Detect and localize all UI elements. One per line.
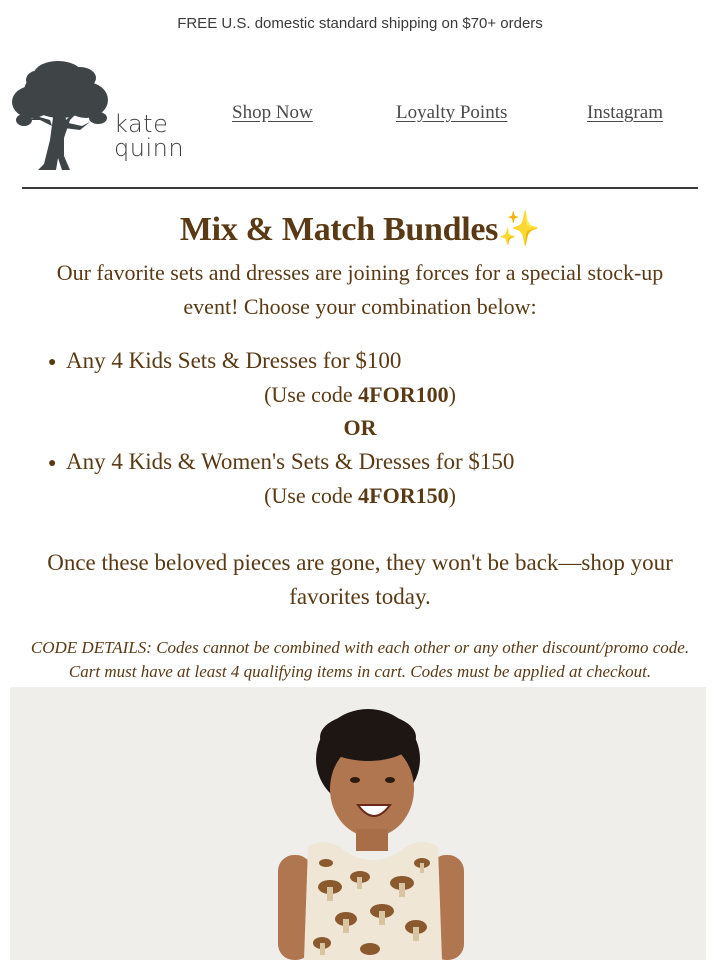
closing-text: Once these beloved pieces are gone, they won't be back—shop your favorites today. [47,550,673,609]
product-photo[interactable] [10,687,706,960]
offer-2-code-line [0,481,720,511]
sparkles-icon: ✨ [498,211,541,248]
brand-logo[interactable] [10,60,185,172]
brand-line-2: quinn [114,134,185,162]
offer-list [0,346,720,526]
tree-icon [10,60,110,172]
offer-1-code-line [0,380,720,410]
child-model-image [10,687,706,960]
page-title [0,210,720,250]
intro-text: Our favorite sets and dresses are joining forces for a special stock-up event! Choose your combination below: [56,260,664,319]
promo-code-4for150: 4FOR150 [358,483,449,508]
offer-item-1 [48,346,401,378]
code-suffix: ) [448,382,456,407]
shipping-promo-bar [0,0,720,46]
offer-2-text: Any 4 Kids & Women's Sets & Dresses for $150 [66,449,515,474]
headline-text: Mix & Match Bundles [179,211,499,248]
offer-separator: OR [343,415,377,440]
code-details-text: CODE DETAILS: Codes cannot be combined with each other or any other discount/promo code. Cart must have at least 4 qualifying items in cart. Codes must be applied at checkout. [30,638,690,681]
header-divider [22,187,698,189]
offer-item-2 [48,447,514,479]
brand-wordmark [114,112,184,160]
code-prefix: (Use code [264,483,359,508]
offer-1-text: Any 4 Kids Sets & Dresses for $100 [66,348,402,373]
nav-instagram[interactable]: Instagram [587,102,663,123]
email-header [0,52,720,188]
code-prefix: (Use code [264,382,359,407]
nav-shop-now[interactable]: Shop Now [232,102,313,123]
bullet-icon: ● [48,354,57,370]
code-suffix: ) [448,483,456,508]
shipping-promo-text: FREE U.S. domestic standard shipping on $70+ orders [177,14,543,32]
bullet-icon: ● [48,455,57,471]
nav-loyalty-points[interactable]: Loyalty Points [396,102,508,123]
promo-code-4for100: 4FOR100 [358,382,449,407]
promo-content [0,210,720,684]
brand-line-1: kate [114,110,169,138]
